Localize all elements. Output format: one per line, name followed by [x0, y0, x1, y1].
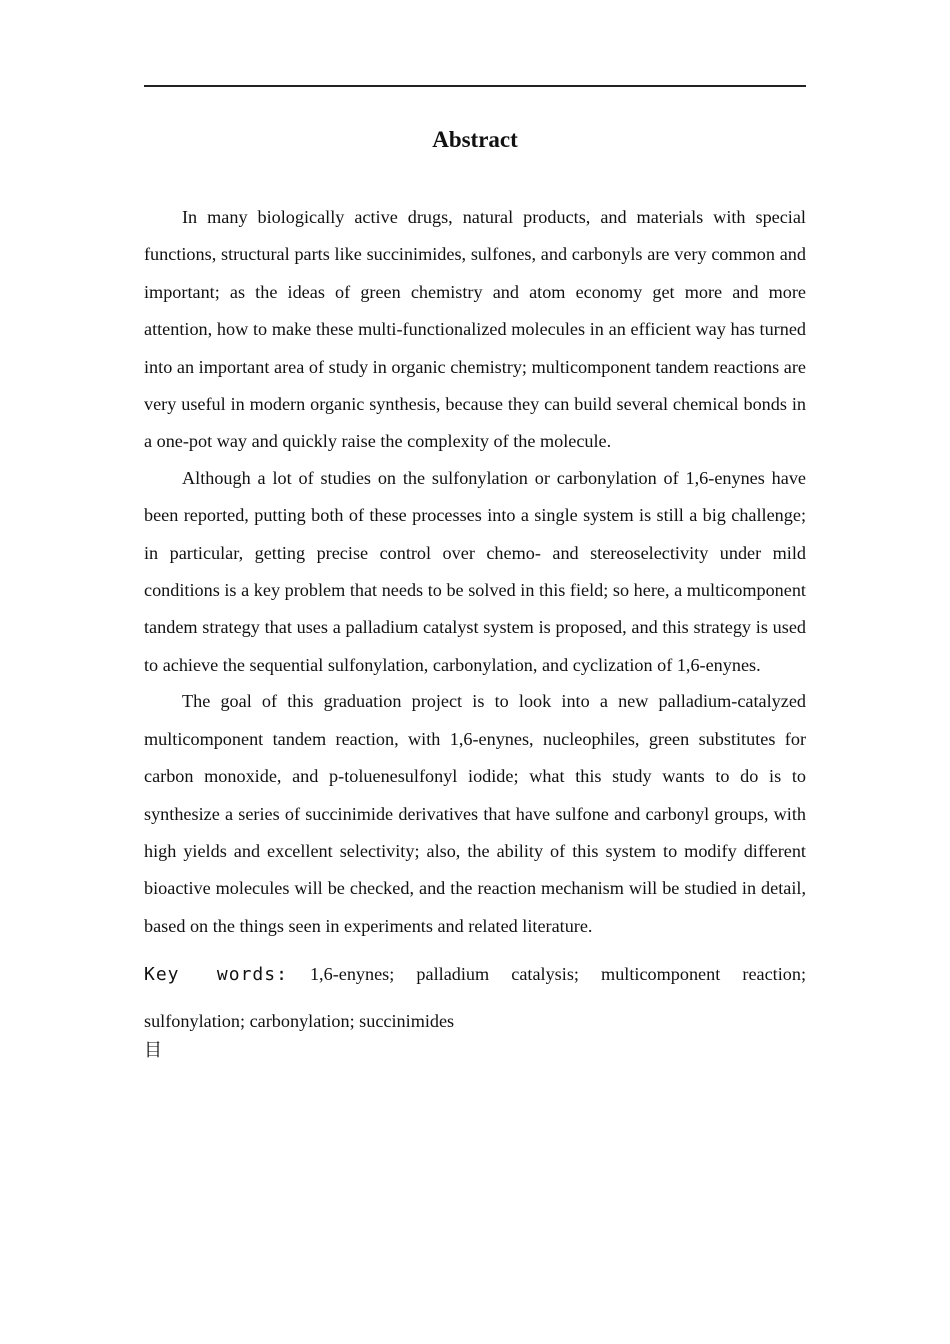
keywords-line	[144, 951, 806, 1045]
abstract-paragraph-3: The goal of this graduation project is to look into a new palladium-catalyzed multicomponent tandem reaction, with 1,6-enynes, nucleophiles, green substitutes for carbon monoxide, and p-toluenesulfonyl iodide; what this study wants to do is to synthesize a series of succinimide derivatives that have sulfone and carbonyl groups, with high yields and excellent selectivity; also, the ability of this system to modify different bioactive molecules will be checked, and the reaction mechanism will be studied in detail, based on the things seen in experiments and related literature.	[144, 691, 806, 936]
keywords-text: 1,6-enynes; palladium catalysis; multicomponent reaction; sulfonylation; carbonylation; succinimides	[144, 964, 807, 1032]
header-rule	[144, 85, 806, 87]
abstract-body	[144, 199, 806, 1064]
contents-heading-fragment: 目	[144, 1040, 162, 1062]
keywords-label: Key words:	[144, 964, 288, 986]
abstract-paragraph-2: Although a lot of studies on the sulfonylation or carbonylation of 1,6-enynes have been reported, putting both of these processes into a single system is still a big challenge; in particular, getting precise control over chemo- and stereoselectivity under mild conditions is a key problem that needs to be solved in this field; so here, a multicomponent tandem strategy that uses a palladium catalyst system is proposed, and this strategy is used to achieve the sequential sulfonylation, carbonylation, and cyclization of 1,6-enynes.	[144, 467, 806, 675]
abstract-title: Abstract	[432, 127, 518, 152]
abstract-paragraph-1: In many biologically active drugs, natural products, and materials with special functions, structural parts like succinimides, sulfones, and carbonyls are very common and important; as the ideas of green chemistry and atom economy get more and more attention, how to make these multi-functionalized molecules in an efficient way has turned into an important area of study in organic chemistry; multicomponent tandem reactions are very useful in modern organic synthesis, because they can build several chemical bonds in a one-pot way and quickly raise the complexity of the molecule.	[144, 207, 806, 452]
